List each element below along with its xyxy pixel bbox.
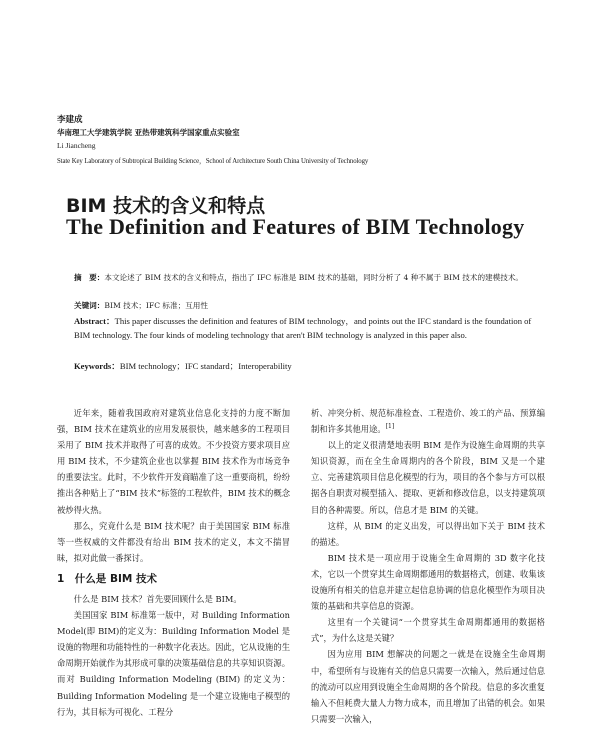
keywords-cn [74,299,534,313]
paragraph: 那么，究竟什么是 BIM 技术呢？由于美国国家 BIM 标准等一些权威的文件都没有给出 BIM 技术的定义，本文不揣冒昧，拟对此做一番探讨。 [57,520,290,563]
paragraph: 因为应用 BIM 想解决的问题之一就是在设施全生命周期中，希望所有与设施有关的信息只需要一次输入，然后通过信息的流动可以应用到设施全生命周期的各个阶段。信息的多次重复输入不但耗费大量人力物力成本，而且增加了出错的机会。如果只需要一次输入， [311,649,545,724]
paragraph: 以上的定义很清楚地表明 BIM 是作为设施生命周期的共享知识资源，而在全生命周期内的各个阶段，BIM 又是一个建立、完善建筑项目信息化模型的行为，项目的各个参与方可以根据各自职责对模型插入、提取、更新和修改信息，以支持建筑项目的各种需要。所以，信息才是 BIM 的关键。 [311,440,545,515]
abstract-en-text: This paper discusses the definition and features of BIM technology，and points out the IFC standard is the foundation of BIM technology. The four kinds of modeling technology that aren't BIM technology is analyzed in this paper also. [74,316,532,340]
paragraph: BIM 技术是一项应用于设施全生命周期的 3D 数字化技术，它以一个贯穿其生命周期都通用的数据格式，创建、收集该设施所有相关的信息并建立起信息协调的信息化模型作为项目决策的基础和共享信息的资源。 [311,552,545,612]
keywords-cn-text: BIM 技术；IFC 标准；互用性 [104,301,208,310]
paragraph [311,405,545,437]
paragraph: 这样，从 BIM 的定义出发，可以得出如下关于 BIM 技术的描述。 [311,520,545,547]
keywords-cn-label: 关键词： [74,301,105,310]
body-left-column [57,405,290,720]
paper-title-cn: BIM 技术的含义和特点 [66,195,266,217]
citation-ref: [1] [385,423,395,431]
affiliation-cn: 华南理工大学建筑学院 亚热带建筑科学国家重点实验室 [57,128,240,137]
keywords-en-label: Keywords： [74,361,120,371]
paragraph: 什么是 BIM 技术？首先要回顾什么是 BIM。 [73,593,242,604]
paper-title-en: The Definition and Features of BIM Technology [66,214,525,239]
affiliation-en: State Key Laboratory of Subtropical Building Science，School of Architecture South China University of Technology [57,158,369,165]
paragraph: 美国国家 BIM 标准第一版中，对 Building Information Model(即 BIM)的定义为：Building Information Model 是设施的物理和功能特性的一种数字化表达。因此，它从设施的生命周期开始就作为其形成可靠的决策基础信息的共享知识资源。而对 Building Information Modeling (BIM) 的定义为：Building Information Modeling 是一个建立设施电子模型的行为，其目标为可视化、工程分 [57,610,290,717]
abstract-cn [74,271,534,285]
keywords-en-text: BIM technology；IFC standard；Interoperability [119,361,292,371]
abstract-cn-label: 摘 要： [74,273,105,282]
abstract-en [74,314,534,342]
paragraph: 这里有一个关键词“一个贯穿其生命周期都通用的数据格式”，为什么这是关键？ [311,617,545,644]
paragraph-text: 析、冲突分析、规范标准检查、工程造价、竣工的产品、预算编制和许多其他用途。 [311,408,545,435]
paragraph: 近年来，随着我国政府对建筑业信息化支持的力度不断加强，BIM 技术在建筑业的应用发展很快，越来越多的工程项目采用了 BIM 技术并取得了可喜的成效。不少投资方要求项目应用 BIM 技术，不少建筑企业也以掌握 BIM 技术作为市场竞争的重要法宝。此时，不少软件开发商瞄准了这一重要商机，纷纷推出各种贴上了“BIM 技术”标签的工程软件，BIM 技术的概念被炒得火热。 [57,408,290,515]
body-right-column [311,405,545,727]
section-heading-1: 1 什么是 BIM 技术 [57,572,157,585]
author-en: Li Jiancheng [57,141,96,150]
author-cn: 李建成 [57,115,83,125]
abstract-cn-text: 本文论述了 BIM 技术的含义和特点，指出了 IFC 标准是 BIM 技术的基础，同时分析了 4 种不属于 BIM 技术的建模技术。 [104,273,524,282]
abstract-en-label: Abstract： [74,316,115,326]
keywords-en [74,359,534,373]
